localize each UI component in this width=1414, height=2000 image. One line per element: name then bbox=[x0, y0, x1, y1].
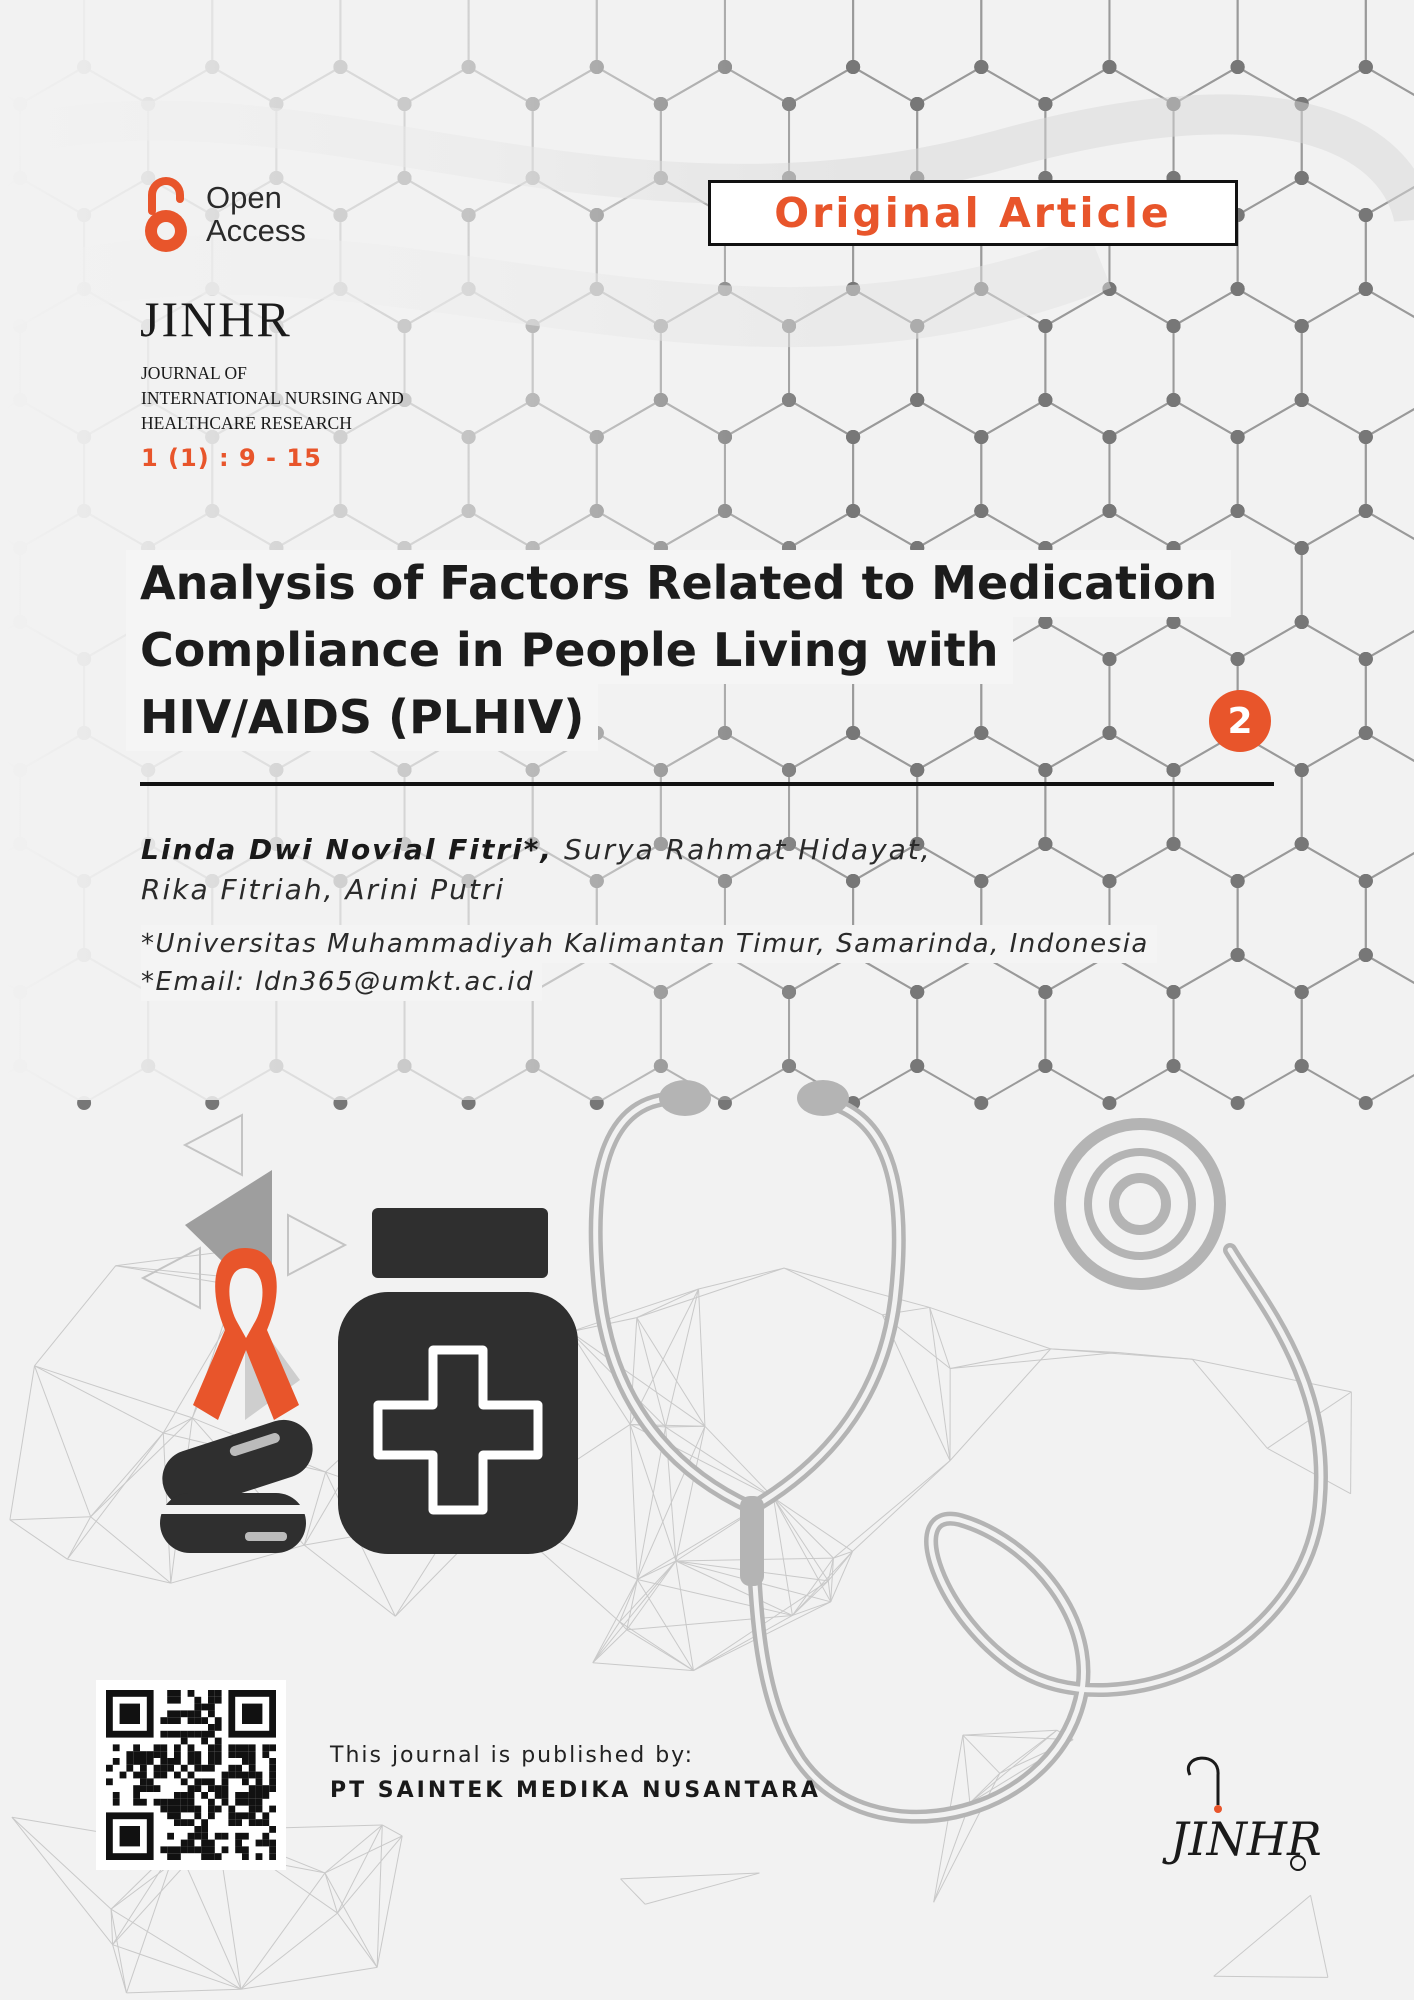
qr-module bbox=[222, 1846, 229, 1853]
qr-module bbox=[208, 1812, 215, 1819]
publisher-label: This journal is published by: bbox=[330, 1743, 695, 1768]
qr-module bbox=[249, 1765, 256, 1772]
qr-module bbox=[269, 1744, 276, 1751]
qr-module bbox=[174, 1751, 181, 1758]
qr-module bbox=[174, 1690, 181, 1697]
article-number-badge: 2 bbox=[1209, 690, 1271, 752]
qr-module bbox=[235, 1846, 242, 1853]
qr-module bbox=[188, 1792, 195, 1799]
affiliation-block bbox=[141, 925, 1157, 1001]
lead-author: Linda Dwi Novial Fitri*, bbox=[141, 833, 554, 866]
qr-module bbox=[262, 1751, 269, 1758]
qr-module bbox=[181, 1710, 188, 1717]
qr-module bbox=[262, 1744, 269, 1751]
title-line: HIV/AIDS (PLHIV) bbox=[126, 684, 598, 751]
qr-module bbox=[194, 1785, 201, 1792]
qr-module bbox=[188, 1710, 195, 1717]
qr-module bbox=[133, 1792, 140, 1799]
qr-module bbox=[249, 1799, 256, 1806]
qr-module bbox=[126, 1751, 133, 1758]
qr-module bbox=[194, 1765, 201, 1772]
qr-module bbox=[235, 1792, 242, 1799]
qr-module bbox=[249, 1819, 256, 1826]
qr-module bbox=[188, 1717, 195, 1724]
qr-module bbox=[188, 1744, 195, 1751]
qr-module bbox=[208, 1724, 215, 1731]
qr-module bbox=[188, 1840, 195, 1847]
qr-module bbox=[160, 1806, 167, 1813]
open-access-icon bbox=[140, 175, 192, 257]
qr-module bbox=[215, 1833, 222, 1840]
qr-module bbox=[208, 1778, 215, 1785]
qr-module bbox=[242, 1758, 249, 1765]
qr-module bbox=[167, 1710, 174, 1717]
qr-module bbox=[249, 1812, 256, 1819]
qr-module bbox=[126, 1758, 133, 1765]
article-type-badge: Original Article bbox=[708, 180, 1238, 246]
jinhr-logo bbox=[1160, 1745, 1340, 1875]
qr-module bbox=[194, 1833, 201, 1840]
qr-module bbox=[181, 1806, 188, 1813]
qr-module bbox=[106, 1765, 113, 1772]
qr-module bbox=[181, 1819, 188, 1826]
qr-module bbox=[242, 1799, 249, 1806]
qr-module bbox=[242, 1792, 249, 1799]
qr-finder bbox=[120, 1704, 140, 1724]
qr-module bbox=[188, 1833, 195, 1840]
qr-module bbox=[249, 1744, 256, 1751]
network-line bbox=[241, 1967, 377, 1989]
qr-module bbox=[201, 1846, 208, 1853]
qr-module bbox=[256, 1840, 263, 1847]
qr-module bbox=[167, 1812, 174, 1819]
qr-module bbox=[208, 1840, 215, 1847]
qr-module bbox=[242, 1812, 249, 1819]
qr-module bbox=[188, 1846, 195, 1853]
qr-module bbox=[208, 1806, 215, 1813]
qr-module bbox=[256, 1853, 263, 1860]
qr-module bbox=[160, 1799, 167, 1806]
network-line bbox=[1214, 1976, 1328, 1977]
qr-module bbox=[133, 1772, 140, 1779]
qr-module bbox=[194, 1806, 201, 1813]
title-divider bbox=[140, 782, 1274, 786]
qr-module bbox=[201, 1738, 208, 1745]
qr-module bbox=[235, 1819, 242, 1826]
qr-module bbox=[194, 1778, 201, 1785]
qr-module bbox=[154, 1751, 161, 1758]
qr-module bbox=[181, 1731, 188, 1738]
qr-module bbox=[181, 1778, 188, 1785]
qr-module bbox=[194, 1710, 201, 1717]
qr-module bbox=[215, 1785, 222, 1792]
qr-module bbox=[235, 1765, 242, 1772]
qr-module bbox=[242, 1833, 249, 1840]
publisher-name: PT SAINTEK MEDIKA NUSANTARA bbox=[330, 1778, 821, 1803]
qr-module bbox=[160, 1772, 167, 1779]
qr-module bbox=[174, 1744, 181, 1751]
qr-module bbox=[126, 1765, 133, 1772]
qr-module bbox=[208, 1785, 215, 1792]
qr-module bbox=[174, 1697, 181, 1704]
qr-module bbox=[181, 1765, 188, 1772]
qr-module bbox=[167, 1690, 174, 1697]
qr-module bbox=[222, 1792, 229, 1799]
title-line: Compliance in People Living with bbox=[126, 617, 1013, 684]
qr-module bbox=[154, 1785, 161, 1792]
qr-module bbox=[201, 1717, 208, 1724]
qr-module bbox=[256, 1806, 263, 1813]
qr-module bbox=[167, 1697, 174, 1704]
medicine-bottle-icon bbox=[338, 1208, 578, 1554]
coauthors: Surya Rahmat Hidayat, bbox=[553, 833, 932, 866]
qr-module bbox=[188, 1819, 195, 1826]
qr-module bbox=[242, 1751, 249, 1758]
qr-module bbox=[228, 1765, 235, 1772]
qr-module bbox=[188, 1731, 195, 1738]
coauthors: Rika Fitriah, Arini Putri bbox=[141, 873, 506, 906]
qr-module bbox=[174, 1799, 181, 1806]
qr-module bbox=[235, 1840, 242, 1847]
qr-module bbox=[188, 1690, 195, 1697]
qr-module bbox=[154, 1772, 161, 1779]
qr-module bbox=[147, 1785, 154, 1792]
qr-module bbox=[242, 1778, 249, 1785]
qr-module bbox=[167, 1799, 174, 1806]
qr-module bbox=[208, 1744, 215, 1751]
qr-module bbox=[215, 1806, 222, 1813]
qr-module bbox=[140, 1778, 147, 1785]
qr-module bbox=[174, 1758, 181, 1765]
qr-module bbox=[215, 1751, 222, 1758]
qr-module bbox=[181, 1840, 188, 1847]
pills-icon bbox=[155, 1412, 320, 1553]
corresponding-email: *Email: ldn365@umkt.ac.id bbox=[141, 963, 542, 1001]
affiliation: *Universitas Muhammadiyah Kalimantan Timur, Samarinda, Indonesia bbox=[141, 925, 1157, 963]
qr-module bbox=[120, 1772, 127, 1779]
qr-module bbox=[133, 1785, 140, 1792]
qr-module bbox=[222, 1785, 229, 1792]
qr-module bbox=[160, 1717, 167, 1724]
qr-module bbox=[269, 1765, 276, 1772]
qr-module bbox=[215, 1758, 222, 1765]
qr-module bbox=[228, 1812, 235, 1819]
qr-module bbox=[201, 1704, 208, 1711]
qr-module bbox=[174, 1853, 181, 1860]
qr-module bbox=[208, 1799, 215, 1806]
qr-module bbox=[215, 1690, 222, 1697]
qr-module bbox=[235, 1772, 242, 1779]
qr-module bbox=[228, 1751, 235, 1758]
qr-module bbox=[201, 1826, 208, 1833]
qr-module bbox=[167, 1765, 174, 1772]
qr-module bbox=[194, 1826, 201, 1833]
qr-module bbox=[249, 1751, 256, 1758]
qr-module bbox=[167, 1806, 174, 1813]
title-line: Analysis of Factors Related to Medication bbox=[126, 550, 1231, 617]
qr-module bbox=[154, 1799, 161, 1806]
qr-module bbox=[215, 1717, 222, 1724]
qr-module bbox=[222, 1772, 229, 1779]
qr-module bbox=[133, 1744, 140, 1751]
qr-module bbox=[154, 1765, 161, 1772]
qr-module bbox=[269, 1785, 276, 1792]
qr-module bbox=[249, 1792, 256, 1799]
qr-module bbox=[167, 1833, 174, 1840]
qr-module bbox=[256, 1785, 263, 1792]
qr-module bbox=[181, 1846, 188, 1853]
qr-module bbox=[188, 1799, 195, 1806]
qr-module bbox=[208, 1765, 215, 1772]
qr-module bbox=[242, 1853, 249, 1860]
qr-module bbox=[222, 1799, 229, 1806]
qr-module bbox=[201, 1778, 208, 1785]
qr-module bbox=[249, 1785, 256, 1792]
qr-module bbox=[188, 1785, 195, 1792]
qr-module bbox=[174, 1806, 181, 1813]
qr-module bbox=[215, 1853, 222, 1860]
journal-abbreviation: JINHR bbox=[140, 291, 292, 347]
qr-module bbox=[194, 1758, 201, 1765]
qr-module bbox=[194, 1731, 201, 1738]
logo-text: JINHR bbox=[1170, 1812, 1322, 1866]
qr-module bbox=[215, 1738, 222, 1745]
qr-module bbox=[249, 1772, 256, 1779]
qr-module bbox=[194, 1697, 201, 1704]
qr-module bbox=[242, 1772, 249, 1779]
qr-module bbox=[235, 1812, 242, 1819]
qr-module bbox=[228, 1806, 235, 1813]
qr-module bbox=[215, 1744, 222, 1751]
qr-module bbox=[222, 1833, 229, 1840]
qr-module bbox=[235, 1744, 242, 1751]
qr-module bbox=[262, 1833, 269, 1840]
qr-module bbox=[256, 1799, 263, 1806]
qr-module bbox=[174, 1717, 181, 1724]
qr-module bbox=[194, 1704, 201, 1711]
qr-module bbox=[194, 1812, 201, 1819]
qr-module bbox=[133, 1799, 140, 1806]
qr-module bbox=[113, 1758, 120, 1765]
qr-module bbox=[167, 1717, 174, 1724]
qr-module bbox=[201, 1792, 208, 1799]
qr-module bbox=[256, 1772, 263, 1779]
qr-module bbox=[167, 1846, 174, 1853]
qr-module bbox=[113, 1792, 120, 1799]
qr-module bbox=[208, 1710, 215, 1717]
qr-module bbox=[147, 1751, 154, 1758]
qr-module bbox=[215, 1697, 222, 1704]
qr-module bbox=[113, 1799, 120, 1806]
qr-module bbox=[208, 1690, 215, 1697]
qr-module bbox=[228, 1772, 235, 1779]
qr-module bbox=[262, 1785, 269, 1792]
qr-module bbox=[249, 1758, 256, 1765]
qr-module bbox=[262, 1840, 269, 1847]
qr-module bbox=[160, 1731, 167, 1738]
qr-module bbox=[140, 1765, 147, 1772]
qr-module bbox=[235, 1833, 242, 1840]
qr-module bbox=[181, 1792, 188, 1799]
qr-module bbox=[201, 1765, 208, 1772]
qr-module bbox=[201, 1840, 208, 1847]
qr-module bbox=[208, 1853, 215, 1860]
qr-module bbox=[167, 1758, 174, 1765]
qr-module bbox=[262, 1819, 269, 1826]
qr-module bbox=[269, 1806, 276, 1813]
qr-module bbox=[262, 1792, 269, 1799]
qr-module bbox=[188, 1751, 195, 1758]
qr-module bbox=[256, 1792, 263, 1799]
qr-module bbox=[133, 1751, 140, 1758]
qr-module bbox=[249, 1806, 256, 1813]
qr-module bbox=[174, 1812, 181, 1819]
qr-module bbox=[215, 1792, 222, 1799]
qr-module bbox=[201, 1731, 208, 1738]
qr-module bbox=[208, 1758, 215, 1765]
qr-code bbox=[96, 1680, 286, 1870]
qr-module bbox=[167, 1731, 174, 1738]
qr-module bbox=[160, 1765, 167, 1772]
qr-module bbox=[147, 1778, 154, 1785]
qr-module bbox=[235, 1751, 242, 1758]
qr-finder bbox=[120, 1826, 140, 1846]
qr-module bbox=[160, 1758, 167, 1765]
qr-module bbox=[188, 1772, 195, 1779]
qr-module bbox=[208, 1846, 215, 1853]
qr-module bbox=[174, 1710, 181, 1717]
qr-module bbox=[147, 1758, 154, 1765]
qr-module bbox=[188, 1806, 195, 1813]
qr-module bbox=[228, 1819, 235, 1826]
qr-module bbox=[174, 1792, 181, 1799]
qr-module bbox=[160, 1751, 167, 1758]
qr-module bbox=[194, 1717, 201, 1724]
qr-module bbox=[256, 1819, 263, 1826]
qr-module bbox=[242, 1744, 249, 1751]
qr-module bbox=[140, 1799, 147, 1806]
qr-module bbox=[140, 1785, 147, 1792]
qr-module bbox=[201, 1819, 208, 1826]
journal-full-name: JOURNAL OF INTERNATIONAL NURSING AND HEALTHCARE RESEARCH bbox=[141, 363, 404, 433]
qr-module bbox=[208, 1751, 215, 1758]
qr-module bbox=[235, 1799, 242, 1806]
qr-module bbox=[106, 1778, 113, 1785]
qr-finder bbox=[242, 1704, 262, 1724]
article-title bbox=[126, 550, 1231, 751]
issue-info: 1 (1) : 9 - 15 bbox=[141, 444, 322, 472]
qr-module bbox=[174, 1772, 181, 1779]
qr-module bbox=[222, 1778, 229, 1785]
qr-module bbox=[208, 1731, 215, 1738]
qr-module bbox=[140, 1772, 147, 1779]
qr-module bbox=[113, 1744, 120, 1751]
qr-module bbox=[262, 1812, 269, 1819]
qr-module bbox=[181, 1799, 188, 1806]
qr-module bbox=[269, 1778, 276, 1785]
qr-module bbox=[269, 1840, 276, 1847]
qr-module bbox=[269, 1758, 276, 1765]
qr-module bbox=[160, 1744, 167, 1751]
qr-module bbox=[154, 1744, 161, 1751]
qr-module bbox=[160, 1846, 167, 1853]
open-access-label: Open Access bbox=[206, 180, 306, 248]
qr-module bbox=[215, 1724, 222, 1731]
network-line bbox=[126, 1989, 240, 1993]
qr-module bbox=[256, 1778, 263, 1785]
qr-module bbox=[174, 1731, 181, 1738]
qr-module bbox=[242, 1846, 249, 1853]
qr-module bbox=[201, 1833, 208, 1840]
qr-module bbox=[208, 1704, 215, 1711]
stethoscope-icon bbox=[596, 1080, 1321, 1817]
qr-module bbox=[140, 1751, 147, 1758]
qr-module bbox=[269, 1826, 276, 1833]
qr-module bbox=[140, 1758, 147, 1765]
qr-module bbox=[269, 1772, 276, 1779]
qr-module bbox=[188, 1758, 195, 1765]
qr-module bbox=[208, 1697, 215, 1704]
qr-module bbox=[174, 1846, 181, 1853]
qr-module bbox=[269, 1846, 276, 1853]
qr-module bbox=[133, 1758, 140, 1765]
qr-module bbox=[167, 1853, 174, 1860]
qr-module bbox=[228, 1744, 235, 1751]
qr-module bbox=[201, 1853, 208, 1860]
qr-module bbox=[194, 1846, 201, 1853]
qr-module bbox=[181, 1738, 188, 1745]
qr-module bbox=[269, 1853, 276, 1860]
author-list bbox=[141, 830, 932, 910]
qr-module bbox=[174, 1819, 181, 1826]
qr-module bbox=[194, 1751, 201, 1758]
